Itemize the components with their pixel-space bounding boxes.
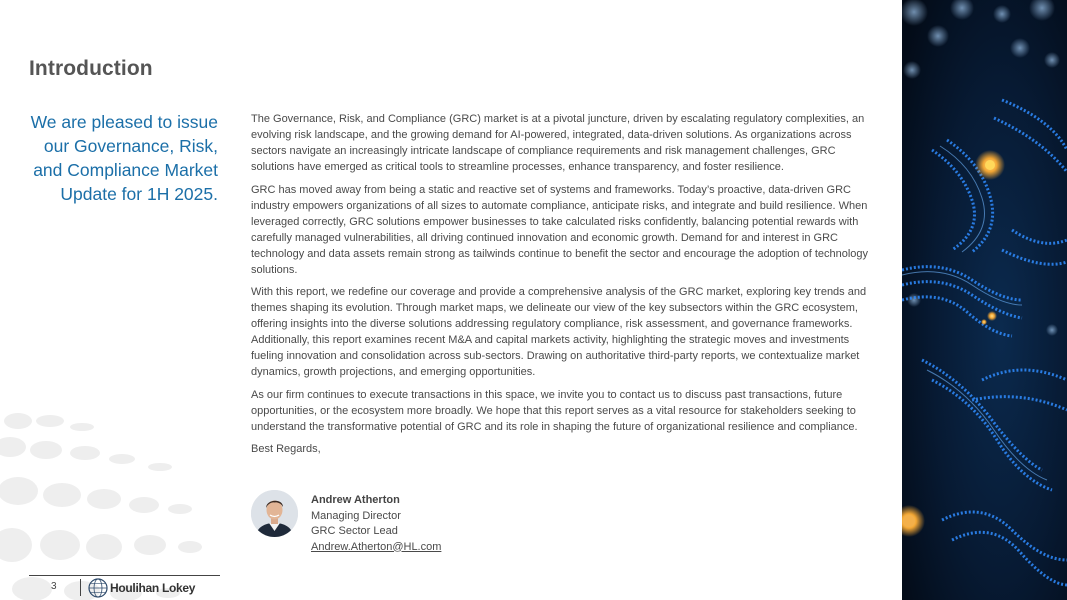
footer-rule xyxy=(29,575,220,576)
body-text xyxy=(251,111,881,464)
page-title: Introduction xyxy=(29,57,153,80)
globe-logo-icon xyxy=(88,578,108,598)
paragraph-4: As our firm continues to execute transactions in this space, we invite you to contact us to discuss past transactions, future opportunities, or the ecosystem more broadly. We hope that this report serves as a vital resource for stakeholders seeking to understand the transformative potential of GRC and its role in shaping the future of organizational resilience and compliance. xyxy=(251,388,858,433)
avatar xyxy=(251,490,298,537)
footer-divider xyxy=(80,579,81,596)
paragraph-1: The Governance, Risk, and Compliance (GRC) market is at a pivotal juncture, driven by escalating regulatory complexities, an evolving risk landscape, and the growing demand for AI-powered, integrated, data-driven solutions. As organizations across sectors navigate an increasingly intricate landscape of compliance requirements and risk management challenges, GRC solutions have emerged as critical tools to streamline processes, enhance transparency, and foster resilience. xyxy=(251,113,865,173)
signer-role: Managing Director xyxy=(311,509,401,522)
paragraph-2: GRC has moved away from being a static and reactive set of systems and frameworks. Today’s proactive, data-driven GRC industry empowers organizations of all sizes to automate compliance, anticipate risks, and integrate and build resilience. When leveraged correctly, GRC solutions empower businesses to take calculated risks confidently, balancing potential rewards with carefully managed vulnerabilities, all driving continued innovation and economic growth. Demand for and interest in GRC technology and data assets remain strong as tailwinds continue to benefit the sector and encourage the adoption of technology solutions. xyxy=(251,183,869,276)
signer-team: GRC Sector Lead xyxy=(311,525,398,537)
company-logo-text: Houlihan Lokey xyxy=(110,581,196,595)
closing: Best Regards, xyxy=(251,443,321,455)
intro-statement: We are pleased to issue our Governance, Risk, and Compliance Market Update for 1H 2025. xyxy=(30,112,218,204)
signer-name: Andrew Atherton xyxy=(311,494,400,506)
signer-email-link[interactable]: Andrew.Atherton@HL.com xyxy=(311,540,442,553)
paragraph-3: With this report, we redefine our coverage and provide a comprehensive analysis of the GRC market, exploring key trends and themes shaping its evolution. Through market maps, we delineate our view of the key subsectors within the GRC ecosystem, offering insights into the diverse solutions addressing regulatory compliance, risk assessment, and governance frameworks. Additionally, this report examines recent M&A and capital markets activity, highlighting the strategic moves and investments fueling innovation and consolidation across sub-sectors. Drawing on authoritative third-party reports, we contextualize market dynamics, growth projections, and emerging opportunities. xyxy=(251,286,867,378)
decorative-dot-pattern xyxy=(0,395,240,600)
signature-text xyxy=(311,493,531,555)
circuit-board-image xyxy=(902,0,1067,600)
page-number: 3 xyxy=(51,581,57,592)
